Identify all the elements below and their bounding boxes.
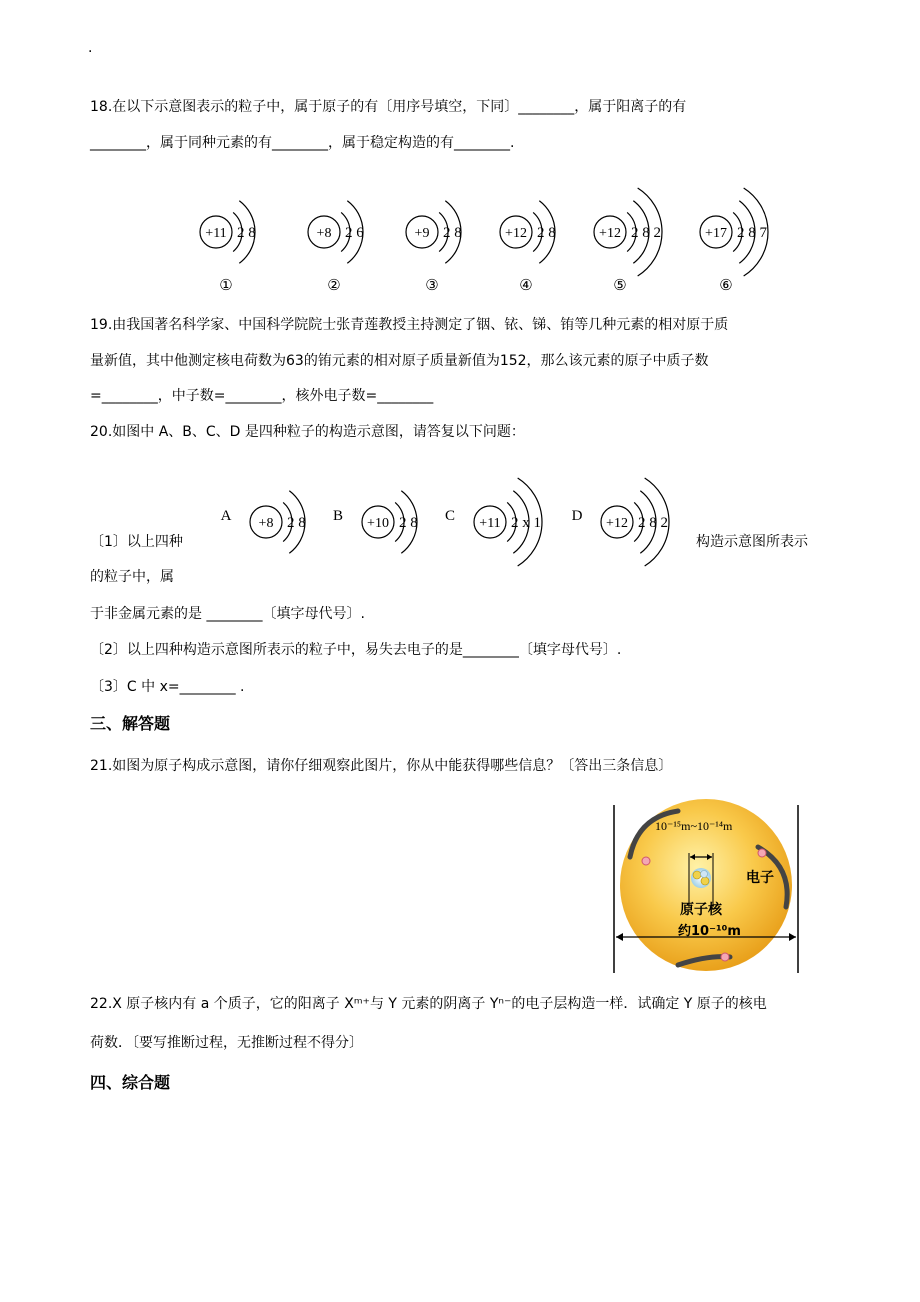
atom-diagram bbox=[406, 201, 462, 294]
q22-text-line1: 22.X 原子核内有 a 个质子，它的阳离子 Xᵐ⁺与 Y 元素的阴离子 Yⁿ⁻的电子层构造一样．试确定 Y 原子的核电 bbox=[90, 996, 767, 1012]
electron-label: 电子 bbox=[746, 870, 774, 886]
q20-part2: 〔2〕以上四种构造示意图所表示的粒子中，易失去电子的是________〔填字母代号〕. bbox=[90, 642, 622, 658]
q20-intro: 20.如图中 A、B、C、D 是四种粒子的构造示意图，请答复以下问题： bbox=[90, 424, 525, 440]
nucleus-charge: +12 bbox=[505, 226, 527, 241]
atom-diagram bbox=[572, 478, 669, 566]
particle-letter-label: C bbox=[444, 508, 456, 524]
atom-diagram bbox=[594, 188, 662, 294]
shell-electrons: 2 x 1 bbox=[511, 515, 541, 531]
nucleus-charge: +12 bbox=[606, 516, 628, 531]
shell-electrons: 2 8 bbox=[287, 515, 306, 531]
q18-text-line1: 18.在以下示意图表示的粒子中，属于原子的有〔用序号填空，下同〕________，属于阳离子的有 bbox=[90, 99, 687, 115]
nucleus-label: 原子核 bbox=[680, 902, 722, 918]
atom-diagram bbox=[221, 491, 306, 554]
q19-text-line1: 19.由我国著名科学家、中国科学院院士张青莲教授主持测定了铟、铱、锑、铕等几种元素的相对原于质 bbox=[90, 317, 729, 333]
page-marker: . bbox=[88, 40, 93, 56]
atom-size-label: 约10⁻¹⁰m bbox=[678, 924, 741, 939]
shell-electrons: 2 8 bbox=[399, 515, 418, 531]
atom-diagram bbox=[200, 201, 256, 294]
particle-number-label: ② bbox=[327, 278, 341, 294]
q19-text-line3: =________，中子数=________，核外电子数=________ bbox=[90, 388, 434, 404]
nucleus-charge: +11 bbox=[479, 516, 501, 531]
nucleus-charge: +10 bbox=[367, 516, 389, 531]
electron-icon bbox=[758, 849, 766, 857]
shell-electrons: 2 8 bbox=[443, 225, 462, 241]
nucleus-charge: +12 bbox=[599, 226, 621, 241]
q18-particle-diagrams bbox=[180, 170, 800, 305]
q20-part1-line2: 的粒子中，属 bbox=[90, 569, 174, 585]
particle-number-label: ④ bbox=[519, 278, 533, 294]
q20-part1-right: 构造示意图所表示 bbox=[696, 534, 808, 550]
atom-structure-figure bbox=[608, 797, 804, 975]
particle-letter-label: A bbox=[220, 508, 232, 524]
q20-part1-line3: 于非金属元素的是 ________〔填字母代号〕. bbox=[90, 606, 365, 622]
shell-electrons: 2 8 bbox=[537, 225, 556, 241]
nucleus-size-label: 10⁻¹⁵m~10⁻¹⁴m bbox=[655, 819, 733, 833]
nucleus-charge: +11 bbox=[205, 226, 227, 241]
nucleus-charge: +8 bbox=[258, 516, 274, 531]
atom-diagram bbox=[500, 201, 556, 294]
section-heading-4: 四、综合题 bbox=[90, 1073, 171, 1092]
atom-diagram bbox=[700, 188, 768, 294]
section-heading-3: 三、解答题 bbox=[90, 714, 171, 733]
q20-particle-diagrams bbox=[210, 462, 690, 577]
shell-electrons: 2 8 bbox=[237, 225, 256, 241]
nucleus-charge: +9 bbox=[414, 226, 430, 241]
q19-text-line2: 量新值，其中他测定核电荷数为63的铕元素的相对原子质量新值为152，那么该元素的原子中质子数 bbox=[90, 353, 709, 369]
q22-text-line2: 荷数．〔要写推断过程，无推断过程不得分〕 bbox=[90, 1035, 363, 1051]
q20-part3: 〔3〕C 中 x=________ . bbox=[90, 679, 245, 695]
shell-electrons: 2 8 2 bbox=[638, 515, 668, 531]
particle-number-label: ⑥ bbox=[719, 278, 733, 294]
particle-number-label: ① bbox=[219, 278, 233, 294]
q20-part1-left: 〔1〕以上四种 bbox=[90, 534, 183, 550]
q18-text-line2: ________，属于同种元素的有________，属于稳定构造的有________. bbox=[90, 135, 515, 151]
electron-icon bbox=[642, 857, 650, 865]
particle-number-label: ⑤ bbox=[613, 278, 627, 294]
particle-letter-label: B bbox=[332, 508, 344, 524]
shell-electrons: 2 8 2 bbox=[631, 225, 661, 241]
nucleus-charge: +17 bbox=[705, 226, 727, 241]
particle-number-label: ③ bbox=[425, 278, 439, 294]
nucleus-charge: +8 bbox=[316, 226, 332, 241]
atom-diagram bbox=[308, 201, 364, 294]
q21-text: 21.如图为原子构成示意图，请你仔细观察此图片，你从中能获得哪些信息？〔答出三条信息〕 bbox=[90, 758, 673, 774]
atom-diagram bbox=[333, 491, 418, 554]
electron-icon bbox=[721, 953, 729, 961]
shell-electrons: 2 8 7 bbox=[737, 225, 767, 241]
particle-letter-label: D bbox=[571, 508, 583, 524]
shell-electrons: 2 6 bbox=[345, 225, 364, 241]
atom-diagram bbox=[445, 478, 542, 566]
